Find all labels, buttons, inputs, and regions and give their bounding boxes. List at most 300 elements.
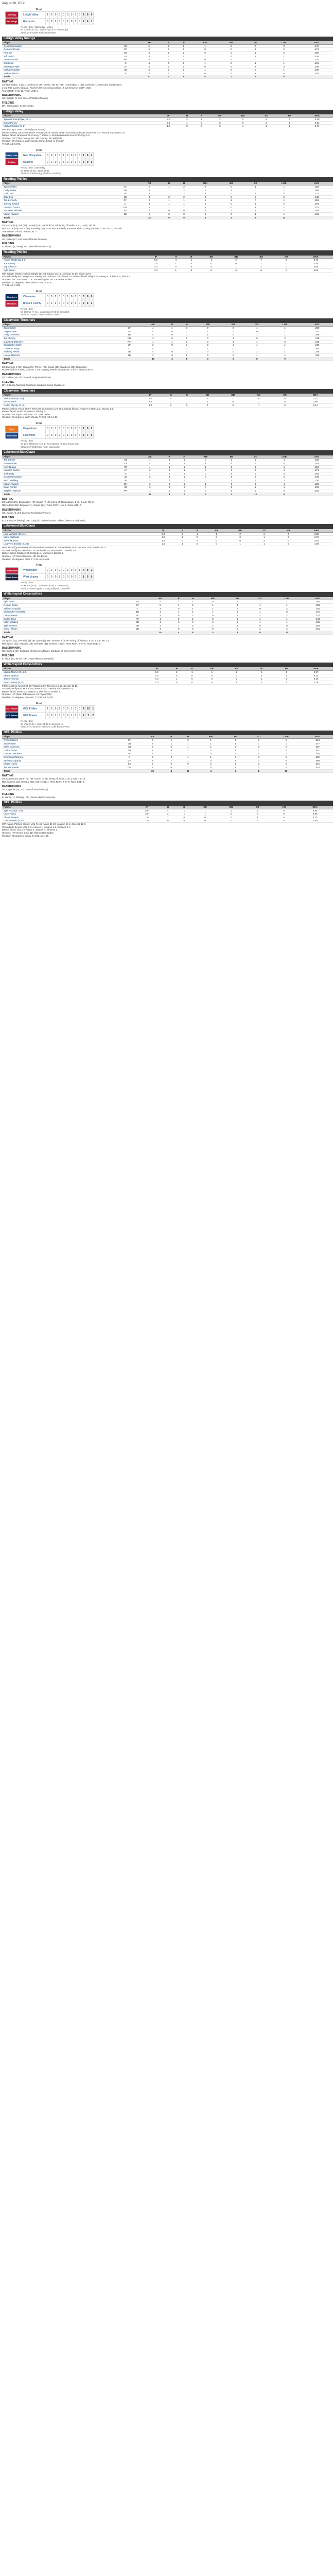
player-link[interactable]: Dylan Cozens <box>2 738 118 742</box>
stat-cell: 2 <box>176 44 191 48</box>
player-link[interactable]: Sebastian Valle <box>2 65 114 69</box>
player-link[interactable]: Kelly Dugan <box>2 465 114 469</box>
stat-cell: 6.0 <box>145 671 169 674</box>
total-cell: Totals <box>2 75 114 79</box>
player-link[interactable]: Mitch Walding <box>2 621 126 624</box>
stat-cell: 0 <box>164 749 179 752</box>
section-title: Williamsport Crosscutters <box>2 592 333 597</box>
table-row <box>2 333 333 337</box>
team-name[interactable]: Hagerstown <box>22 426 46 432</box>
stat-cell: 2B <box>113 212 137 216</box>
stat-cell: 1B <box>113 195 137 199</box>
stat-cell: .287 <box>302 745 333 749</box>
player-link[interactable]: Tim Kennelly <box>2 199 113 202</box>
stat-cell: .232 <box>302 756 333 759</box>
player-link[interactable]: Domonic Brown <box>2 48 114 52</box>
stat-cell: 0 <box>161 65 176 69</box>
stat-cell: 5 <box>137 185 162 189</box>
player-link[interactable]: Kevin Munson <box>2 539 151 543</box>
stat-cell: 2 <box>268 202 301 206</box>
inning-score: 0 <box>78 11 82 18</box>
stat-cell: 0 <box>194 350 221 354</box>
player-link[interactable]: Hector Neris <box>2 400 138 404</box>
stat-cell: 0 <box>219 72 243 75</box>
stat-cell: 1 <box>176 48 191 52</box>
player-link[interactable]: Ryan Geelan (S, 5) <box>2 681 145 684</box>
stat-cell: 0 <box>162 486 177 489</box>
inning-score: 0 <box>69 294 74 300</box>
player-link[interactable]: Cody Asche <box>2 189 113 192</box>
stat-cell: 1 <box>177 459 192 462</box>
stat-cell: 3.18 <box>302 118 333 122</box>
table-row <box>2 621 333 624</box>
player-link[interactable]: Ulises Joaquin <box>2 816 134 819</box>
player-link[interactable]: Pete Orr <box>2 52 114 55</box>
stat-cell: C <box>117 347 141 350</box>
table-row <box>2 69 333 72</box>
stat-cell: 1 <box>226 624 249 628</box>
runs-total: 4 <box>82 567 86 574</box>
player-link[interactable]: Cesar Hernandez <box>2 476 114 479</box>
table-row <box>2 269 333 273</box>
errors-total: 1 <box>91 705 95 712</box>
player-link[interactable]: Kyle Hope <box>2 600 126 604</box>
column-header: AB <box>137 41 161 44</box>
block-heading: FIELDING <box>2 516 14 519</box>
player-link[interactable]: Jay Johnson <box>2 265 144 269</box>
stat-cell: C <box>126 607 149 611</box>
player-link[interactable]: Tyson Brummett (W, 10-1) <box>2 118 157 122</box>
stat-cell: 0 <box>218 819 244 823</box>
stat-cell: 0 <box>200 681 224 684</box>
stat-cell: .271 <box>301 48 333 52</box>
player-link[interactable]: Josh Ludy <box>2 472 114 476</box>
stat-cell: .259 <box>301 327 333 330</box>
stat-cell: 1 <box>245 340 269 344</box>
team-name[interactable]: New Hampshire <box>22 152 46 159</box>
stat-cell: 2 <box>186 611 200 614</box>
totals-row <box>2 493 333 496</box>
total-cell: 5 <box>191 216 219 219</box>
inning-score: 0 <box>74 574 78 581</box>
player-link[interactable]: Lisalverto Bonilla (S, 20) <box>2 543 151 546</box>
team-logo[interactable]: Threshers <box>5 294 19 300</box>
team-logo-cell <box>4 574 22 581</box>
player-link[interactable]: Tommy Joseph <box>2 202 113 206</box>
player-link[interactable]: Willians Astudillo <box>2 607 126 611</box>
team-logo-cell <box>4 705 22 712</box>
player-link[interactable]: Leandro Castro <box>2 469 114 472</box>
block-line: RBI: Quinn (23), Astudillo (29), Serritella (31), Greene, T (15). Team RISP: 2-for-8. Team LOB: 8. <box>2 642 101 645</box>
stat-cell: 0 <box>219 44 243 48</box>
stat-cell: 2 <box>249 681 274 684</box>
table-row <box>2 539 333 543</box>
team-logo[interactable]: BlueClaws <box>5 432 19 439</box>
stat-cell: 2 <box>223 259 249 262</box>
total-cell: 8 <box>245 357 269 361</box>
stat-cell: .274 <box>301 58 333 62</box>
stat-cell: 0 <box>219 61 243 65</box>
player-link[interactable]: Jesen Therrien <box>2 677 145 681</box>
stat-cell: 1 <box>179 756 198 759</box>
stat-cell: 1 <box>177 482 192 486</box>
inning-score: 2 <box>58 432 62 439</box>
column-header: ERA <box>299 667 333 670</box>
column-header: BB <box>221 323 245 326</box>
pitching-section <box>2 524 333 546</box>
stat-cell: 0 <box>175 539 190 543</box>
stat-cell: 0 <box>245 330 269 333</box>
player-link[interactable]: Edgar Duran <box>2 330 117 333</box>
player-link[interactable]: Leandro Castro <box>2 206 113 209</box>
table-row <box>2 536 333 539</box>
total-cell: 8 <box>243 216 268 219</box>
stat-cell: 0 <box>271 819 297 823</box>
stat-cell: 0 <box>219 185 243 189</box>
stat-cell: 0 <box>223 262 249 265</box>
player-link[interactable]: Kyle Simon <box>2 269 144 273</box>
team-logo-cell <box>4 11 22 18</box>
stat-cell: 1 <box>161 58 176 62</box>
stat-cell: 0 <box>200 677 224 681</box>
team-name[interactable]: Rochester <box>22 18 46 25</box>
player-link[interactable]: Mitch Walding <box>2 479 114 483</box>
stat-cell: 1 <box>179 759 198 762</box>
player-link[interactable]: Andres Blanco <box>2 72 114 75</box>
player-link[interactable]: Mario Hollands <box>2 536 151 539</box>
stat-cell: 1 <box>268 185 301 189</box>
inning-score: 0 <box>54 152 58 159</box>
block-heading: FIELDING <box>2 242 14 246</box>
team-logo[interactable]: Fisher Cats <box>5 152 19 159</box>
table-row <box>2 742 333 745</box>
player-link[interactable]: Seth Rosin (W, 7-4) <box>2 397 138 400</box>
player-link[interactable]: Christopher Duffy <box>2 344 117 347</box>
inning-score: 0 <box>62 426 66 432</box>
table-row <box>2 459 333 462</box>
stat-cell: 2 <box>231 118 254 122</box>
column-header: ERA <box>298 394 333 397</box>
stat-cell: 0 <box>161 69 176 72</box>
player-link[interactable]: Drew Hillman <box>2 628 126 631</box>
player-link[interactable]: Brian Pointer <box>2 486 114 489</box>
player-link[interactable]: Michael Spidale <box>2 69 114 72</box>
player-link[interactable]: Zach Green <box>2 742 118 745</box>
table-row <box>2 677 333 681</box>
linescore-table <box>4 567 94 581</box>
column-header: Pitcher <box>2 394 138 397</box>
block-line: Weather: 88 degrees, sunny. T: 2:21. Att: 104. <box>2 834 49 837</box>
stat-cell: 0 <box>224 762 248 766</box>
player-link[interactable]: Miguel Alvarez <box>2 482 114 486</box>
stat-cell: 0 <box>172 614 186 617</box>
stat-cell: 0 <box>218 816 244 819</box>
team-logo[interactable]: Red Wings <box>5 18 19 25</box>
table-row <box>2 674 333 677</box>
stat-cell: 2.45 <box>299 677 333 681</box>
player-link[interactable]: Lino Martinez (W, 6-4) <box>2 532 151 536</box>
inning-score: 1 <box>74 159 78 165</box>
player-link[interactable]: Jermaine Mitchell <box>2 209 113 213</box>
stat-cell: .266 <box>302 600 333 604</box>
team-name[interactable]: Brevard County <box>22 300 46 307</box>
errors-total: 0 <box>90 574 94 581</box>
stat-cell: 0 <box>249 269 274 273</box>
stat-cell: 2 <box>186 604 200 607</box>
total-cell: 35 <box>149 631 171 635</box>
stat-cell: 0 <box>192 479 220 483</box>
team-name[interactable]: GCL Braves <box>22 712 46 719</box>
linescore-block <box>4 290 333 316</box>
stat-cell: 1 <box>161 44 176 48</box>
stat-cell: 0 <box>177 486 192 489</box>
stat-cell: 1.0 <box>144 269 168 273</box>
pitching-table <box>2 806 333 823</box>
inning-score: 0 <box>62 574 66 581</box>
stat-cell: 0 <box>192 819 218 823</box>
player-link[interactable]: Gustavo Martinez <box>2 752 118 756</box>
block-line: SB: Collier (19, 2nd base off Jungmann/Garcia). <box>2 376 51 379</box>
player-link[interactable]: Emmanuel Marrero <box>2 756 118 759</box>
stat-cell: 3 <box>191 192 219 196</box>
player-link[interactable]: Tyson Gillies <box>2 185 113 189</box>
player-link[interactable]: Erik Kratz <box>2 61 114 65</box>
total-cell: 1 <box>224 769 248 773</box>
player-link[interactable]: Luis Jimenez (S, 6) <box>2 819 134 823</box>
table-row <box>2 671 333 674</box>
player-link[interactable]: Tim Carver <box>2 459 114 462</box>
player-link[interactable]: Cody Overbeck <box>2 333 117 337</box>
table-row <box>2 762 333 766</box>
player-link[interactable]: Larry Greene <box>2 614 126 617</box>
stat-cell: 0 <box>221 347 245 350</box>
player-link[interactable]: Stephen Malcom <box>2 489 114 493</box>
player-link[interactable]: Miguel Alvarez <box>2 212 113 216</box>
stat-cell: 2 <box>249 614 271 617</box>
stat-cell: 4 <box>149 611 171 614</box>
player-link[interactable]: Carlos Duran <box>2 749 118 752</box>
block-heading: BATTING <box>2 636 13 639</box>
table-row <box>2 125 333 128</box>
player-link[interactable]: Michael Stutes (S, 2) <box>2 125 157 128</box>
block-line: RBI: Asche (35), Ruf 3 (95), Kennelly (31). 2-out RBI: Kennelly. Runners left in scoring position, 2 out: Fox 2, Mitchell. <box>2 227 122 230</box>
team-logo[interactable]: Phillies <box>5 159 19 165</box>
team-name[interactable]: Lakewood <box>22 432 46 439</box>
player-link[interactable]: Joe Savery <box>2 262 144 265</box>
stat-cell: 1 <box>192 812 218 816</box>
team-name[interactable]: Lehigh Valley <box>22 11 46 18</box>
stat-cell: 1 <box>249 621 271 624</box>
inning-score: 0 <box>78 294 82 300</box>
hits-total: 9 <box>85 11 90 18</box>
player-link[interactable]: Anthony Hewitt <box>2 350 117 354</box>
stat-cell: 0 <box>278 118 301 122</box>
table-row <box>2 766 333 769</box>
stat-cell: 1 <box>200 604 226 607</box>
inning-score: 1 <box>69 712 74 719</box>
team-logo[interactable]: GCL Phillies <box>5 705 19 712</box>
column-header: AVG <box>301 182 333 185</box>
final-label: Final <box>36 8 42 11</box>
stat-cell: 0 <box>194 327 221 330</box>
table-row <box>2 327 333 330</box>
column-header: IP <box>145 667 169 670</box>
stat-cell: .245 <box>301 350 333 354</box>
inning-score: 0 <box>74 152 78 159</box>
player-link[interactable]: Austin Wright (W, 6-3) <box>2 259 144 262</box>
player-link[interactable]: Willie Carmona <box>2 745 118 749</box>
stat-cell: 2.74 <box>302 125 333 128</box>
player-link[interactable]: Chase Harris <box>2 762 118 766</box>
player-link[interactable]: Shane Watson <box>2 674 145 677</box>
stat-cell: 1 <box>252 536 276 539</box>
team-logo[interactable]: Manatees <box>5 300 19 307</box>
stat-cell: 2 <box>176 52 191 55</box>
errors-total: 1 <box>90 300 94 307</box>
team-logo[interactable]: Black Bears <box>5 574 19 581</box>
inning-score: 0 <box>62 567 66 574</box>
stat-cell: 0 <box>219 489 243 493</box>
player-link[interactable]: Roman Quinn <box>2 604 126 607</box>
stat-cell: 0 <box>276 543 301 546</box>
totals-row <box>2 216 333 219</box>
table-row <box>2 479 333 483</box>
total-cell: 8 <box>186 631 200 635</box>
inning-score: 0 <box>46 567 50 574</box>
column-header: LOB <box>268 182 301 185</box>
player-link[interactable]: Colton Murray (S, 3) <box>2 403 138 407</box>
stat-cell: 1 <box>243 209 268 213</box>
stat-cell: LF <box>117 344 141 347</box>
stat-cell: 0 <box>205 536 228 539</box>
player-link[interactable]: Tyler Viza (W, 3-2) <box>2 809 134 812</box>
stat-cell: 2 <box>163 400 179 404</box>
stat-cell: 1 <box>192 809 218 812</box>
game-note-line: Stadium: FirstEnergy Park, Lakewood <box>21 445 60 448</box>
inning-score: 0 <box>62 11 66 18</box>
stat-cell: 0 <box>200 600 226 604</box>
player-link[interactable]: Harold Martinez <box>2 354 117 358</box>
team-name[interactable]: GCL Phillies <box>22 705 46 712</box>
section-title: Clearwater Threshers <box>2 318 333 324</box>
block-line: Runners left in scoring position, 2 out: Murphy, Hewitt. Team RISP: 2-for-7. Team LOB: 6. <box>2 368 94 371</box>
column-header: IP <box>134 806 160 809</box>
player-link[interactable]: Jeff Larish <box>2 55 114 58</box>
team-logo-cell <box>4 294 22 300</box>
team-logo[interactable]: Crosscutters <box>5 567 19 574</box>
player-link[interactable]: Gauntlett Eldemire <box>2 340 117 344</box>
stat-cell: 0 <box>224 749 248 752</box>
column-header: ERA <box>301 529 333 532</box>
stat-cell: 0 <box>221 340 245 344</box>
team-name[interactable]: Reading <box>22 159 46 165</box>
stat-cell: CF <box>114 48 137 52</box>
stat-cell: 1 <box>272 621 303 624</box>
stat-cell: 0 <box>179 403 195 407</box>
player-link[interactable]: Jake Fox <box>2 195 113 199</box>
stat-cell: 3B <box>114 479 138 483</box>
pitching-section <box>2 663 333 685</box>
column-header: SO <box>245 323 269 326</box>
column-header: AVG <box>301 455 333 459</box>
stat-cell: DH <box>113 206 137 209</box>
player-link[interactable]: Darin Ruf <box>2 192 113 196</box>
linescore-table <box>4 11 94 25</box>
team-name[interactable]: Williamsport <box>22 567 46 574</box>
stat-cell: 1 <box>176 809 192 812</box>
inning-score: 0 <box>78 18 82 25</box>
stat-cell: 1.0 <box>145 677 169 681</box>
game-note-line: Recap | Box | Gameday | Video <box>21 25 53 28</box>
player-link[interactable]: Victor Arano <box>2 812 134 816</box>
stat-cell: 1 <box>179 397 195 400</box>
stat-cell: 1 <box>162 476 177 479</box>
stat-cell: 1 <box>195 397 220 400</box>
stat-cell: LF <box>113 192 137 196</box>
stat-cell: 2.84 <box>297 809 333 812</box>
team-logo[interactable]: Suns <box>5 426 19 432</box>
pitching-section <box>2 250 333 273</box>
player-link[interactable]: Steve Susdorf <box>2 58 114 62</box>
stat-cell: 0 <box>164 745 179 749</box>
player-link[interactable]: David Purcey <box>2 121 157 125</box>
player-link[interactable]: Christopher Serritella <box>2 611 126 614</box>
player-link[interactable]: Cesar Hernandez <box>2 44 114 48</box>
player-link[interactable]: Zach Collier <box>2 327 117 330</box>
player-link[interactable]: Tyler Greene <box>2 624 126 628</box>
player-link[interactable]: Jim Murphy <box>2 336 117 340</box>
stat-cell: 1 <box>243 192 268 196</box>
final-label: Final <box>36 422 42 425</box>
stat-cell: 2 <box>243 195 268 199</box>
block-line: Weather: 79 degrees, partly cloudy. Wind: 8 mph, In from LF. <box>2 140 64 143</box>
player-link[interactable]: Carlos Tocci <box>2 617 126 621</box>
player-link[interactable]: Mason Morris (W, 4-3) <box>2 671 145 674</box>
player-link[interactable]: Zachary Coppola <box>2 759 118 762</box>
player-link[interactable]: Cameron Rupp <box>2 347 117 350</box>
team-logo[interactable]: IronPigs <box>5 11 19 18</box>
team-name[interactable]: Clearwater <box>22 294 46 300</box>
table-row <box>2 265 333 269</box>
block-line: SB: Spidale (3, 2nd base off Walters/Towles). <box>2 97 49 100</box>
block-heading: BASERUNNING <box>2 234 22 238</box>
stat-cell: 1 <box>168 262 184 265</box>
stat-cell: C <box>118 756 141 759</box>
team-logo[interactable]: GCL Braves <box>5 712 19 719</box>
stat-cell: 4 <box>137 195 162 199</box>
player-link[interactable]: Aaron Altherr <box>2 462 114 465</box>
stat-cell: .295 <box>301 189 333 192</box>
stat-cell: 5 <box>149 604 171 607</box>
game-note-line: W: Hyatt (6-3) L: Nolin (2-1) <box>21 169 49 172</box>
runs-total: 3 <box>82 294 86 300</box>
player-link[interactable]: Jan Hernandez <box>2 766 118 769</box>
total-cell: 4 <box>161 75 176 79</box>
stat-cell: 1 <box>269 330 301 333</box>
stat-cell: 1 <box>162 199 177 202</box>
inning-score: 0 <box>54 567 58 574</box>
stat-cell: 1 <box>191 44 219 48</box>
linescore-row-away <box>4 11 94 18</box>
team-name[interactable]: West Virginia <box>22 574 46 581</box>
stat-cell: 1 <box>199 259 223 262</box>
game-gcl <box>2 702 333 838</box>
stat-cell: 1 <box>195 400 220 404</box>
inning-score: 0 <box>78 152 82 159</box>
stat-cell: .262 <box>301 199 333 202</box>
stat-cell: 0 <box>199 265 223 269</box>
stat-cell: 1 <box>175 543 190 546</box>
